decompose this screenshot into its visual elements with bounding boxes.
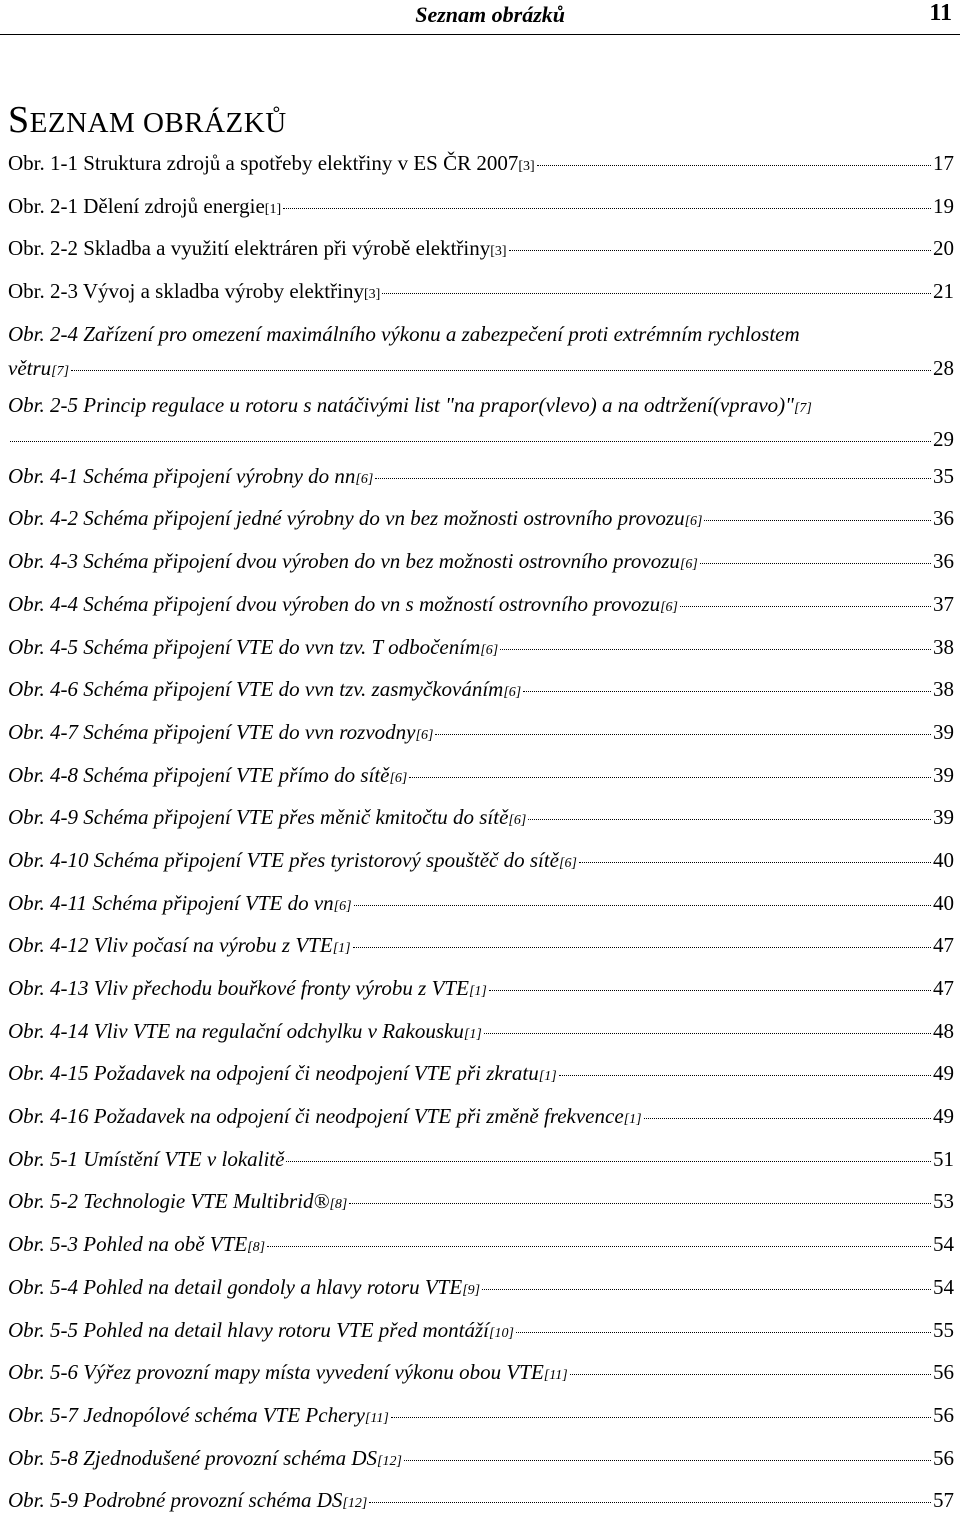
figure-entry-label: Obr. 4-11 Schéma připojení VTE do vn xyxy=(8,890,334,915)
dot-leader xyxy=(391,1417,931,1418)
figure-entry-page: 39 xyxy=(933,719,954,744)
figure-entry[interactable]: Obr. 1-1 Struktura zdrojů a spotřeby elektřiny v ES ČR 2007 [3] 17 xyxy=(8,146,954,189)
dot-leader xyxy=(404,1460,931,1461)
dot-leader xyxy=(382,293,931,294)
figure-entry[interactable]: Obr. 4-2 Schéma připojení jedné výrobny do vn bez možnosti ostrovního provozu [6] 36 xyxy=(8,501,954,544)
figure-entry-label: Obr. 4-14 Vliv VTE na regulační odchylku v Rakousku xyxy=(8,1018,464,1043)
dot-leader xyxy=(283,208,931,209)
figure-entry-label: Obr. 4-5 Schéma připojení VTE do vvn tzv. T odbočením xyxy=(8,634,481,659)
figure-entry-page: 39 xyxy=(933,762,954,787)
figure-entry-page: 47 xyxy=(933,933,954,958)
figure-entry[interactable]: Obr. 5-3 Pohled na obě VTE [8] 54 xyxy=(8,1227,954,1270)
dot-leader xyxy=(409,777,931,778)
figure-entry-page: 48 xyxy=(933,1018,954,1043)
figure-entry[interactable]: Obr. 4-15 Požadavek na odpojení či neodpojení VTE při zkratu [1] 49 xyxy=(8,1056,954,1099)
dot-leader xyxy=(482,1289,931,1290)
figure-entry-label: Obr. 2-3 Vývoj a skladba výroby elektřiny xyxy=(8,279,364,304)
figure-entry[interactable]: Obr. 5-9 Podrobné provozní schéma DS [12] 57 xyxy=(8,1483,954,1526)
figure-entry-page: 49 xyxy=(933,1104,954,1129)
figure-entry[interactable]: Obr. 4-4 Schéma připojení dvou výroben do vn s možností ostrovního provozu [6] 37 xyxy=(8,587,954,630)
figure-entry-label: Obr. 4-15 Požadavek na odpojení či neodpojení VTE při zkratu xyxy=(8,1061,539,1086)
dot-leader xyxy=(516,1332,931,1333)
figure-entry-page: 35 xyxy=(933,463,954,488)
dot-leader xyxy=(644,1118,931,1119)
figure-entry-page: 47 xyxy=(933,976,954,1000)
header-title: Seznam obrázků xyxy=(415,2,565,27)
dot-leader xyxy=(369,1502,931,1503)
figure-entry-page: 21 xyxy=(933,279,954,304)
figure-entry[interactable]: Obr. 2-1 Dělení zdrojů energie [1] 19 xyxy=(8,189,954,232)
figure-entry-page: 57 xyxy=(933,1488,954,1513)
figure-entry[interactable]: Obr. 5-5 Pohled na detail hlavy rotoru VTE před montáží [10] 55 xyxy=(8,1313,954,1356)
figure-entry-page: 54 xyxy=(933,1274,954,1299)
figure-entry[interactable]: Obr. 5-7 Jednopólové schéma VTE Pchery [11] 56 xyxy=(8,1398,954,1441)
figure-entry-label: Obr. 2-2 Skladba a využití elektráren při výrobě elektřiny xyxy=(8,236,491,261)
figure-entry[interactable]: Obr. 5-2 Technologie VTE Multibrid® [8] 53 xyxy=(8,1184,954,1227)
running-header xyxy=(0,0,960,35)
figure-entry-label: Obr. 1-1 Struktura zdrojů a spotřeby elektřiny v ES ČR 2007 xyxy=(8,151,519,175)
figure-entry[interactable]: Obr. 4-10 Schéma připojení VTE přes tyristorový spouštěč do sítě [6] 40 xyxy=(8,843,954,886)
figure-entry-label: Obr. 5-4 Pohled na detail gondoly a hlavy rotoru VTE xyxy=(8,1274,463,1299)
figure-entry-label: Obr. 4-10 Schéma připojení VTE přes tyristorový spouštěč do sítě xyxy=(8,847,559,872)
figure-entry-page: 55 xyxy=(933,1317,954,1342)
toc-title-initial: S xyxy=(8,99,30,141)
figure-entry-label: Obr. 5-7 Jednopólové schéma VTE Pchery xyxy=(8,1402,365,1427)
figure-entry-page: 38 xyxy=(933,634,954,659)
figure-entry-page: 39 xyxy=(933,805,954,830)
figure-entry-label: Obr. 5-8 Zjednodušené provozní schéma DS xyxy=(8,1445,378,1470)
figure-entry-page: 38 xyxy=(933,677,954,702)
figure-entry-page: 56 xyxy=(933,1445,954,1470)
figure-entry-page: 37 xyxy=(933,591,954,616)
figure-entry-label: Obr. 4-16 Požadavek na odpojení či neodpojení VTE při změně frekvence xyxy=(8,1104,624,1129)
figure-entry-label: Obr. 2-4 Zařízení pro omezení maximálního výkonu a zabezpečení proti extrémním rychlostem xyxy=(8,321,800,346)
dot-leader xyxy=(579,862,931,863)
figure-entry[interactable]: Obr. 4-7 Schéma připojení VTE do vvn rozvodny [6] 39 xyxy=(8,715,954,758)
figure-entry-label: Obr. 4-3 Schéma připojení dvou výroben do vn bez možnosti ostrovního provozu xyxy=(8,549,680,574)
figure-entry-label: Obr. 2-1 Dělení zdrojů energie xyxy=(8,193,265,218)
figure-entry[interactable]: Obr. 4-6 Schéma připojení VTE do vvn tzv. zasmyčkováním [6] 38 xyxy=(8,672,954,715)
figure-entry-page: 40 xyxy=(933,890,954,915)
dot-leader xyxy=(375,478,931,479)
figure-entry-label: Obr. 5-5 Pohled na detail hlavy rotoru VTE před montáží xyxy=(8,1317,490,1342)
figure-entry-page: 20 xyxy=(933,236,954,261)
figure-entry[interactable]: Obr. 4-3 Schéma připojení dvou výroben do vn bez možnosti ostrovního provozu [6] 36 xyxy=(8,544,954,587)
figure-entry-page: 28 xyxy=(933,355,954,380)
dot-leader xyxy=(537,165,931,166)
figure-entry-page: 36 xyxy=(933,506,954,531)
figure-entry-page: 19 xyxy=(933,193,954,218)
figure-entry[interactable]: Obr. 2-3 Vývoj a skladba výroby elektřiny [3] 21 xyxy=(8,274,954,317)
dot-leader xyxy=(484,1033,931,1034)
figure-entry-page: 17 xyxy=(933,151,954,175)
figure-entry-page: 51 xyxy=(933,1146,954,1171)
dot-leader xyxy=(353,947,931,948)
figure-entry-page: 53 xyxy=(933,1189,954,1214)
figure-entry-label: Obr. 4-2 Schéma připojení jedné výrobny do vn bez možnosti ostrovního provozu xyxy=(8,506,685,531)
figure-entry-label: Obr. 4-8 Schéma připojení VTE přímo do sítě xyxy=(8,762,390,787)
dot-leader xyxy=(680,606,931,607)
figure-entry[interactable]: Obr. 4-5 Schéma připojení VTE do vvn tzv. T odbočením [6] 38 xyxy=(8,630,954,673)
figure-entry[interactable]: Obr. 5-8 Zjednodušené provozní schéma DS [12] 56 xyxy=(8,1441,954,1484)
dot-leader xyxy=(354,905,931,906)
dot-leader xyxy=(704,520,931,521)
dot-leader xyxy=(570,1374,931,1375)
figure-entry[interactable]: Obr. 4-14 Vliv VTE na regulační odchylku v Rakousku [1] 48 xyxy=(8,1014,954,1057)
figure-entry-label: Obr. 4-1 Schéma připojení výrobny do nn xyxy=(8,463,356,488)
figure-entry[interactable]: Obr. 4-9 Schéma připojení VTE přes měnič kmitočtu do sítě [6] 39 xyxy=(8,800,954,843)
figure-entry-page: 56 xyxy=(933,1402,954,1427)
dot-leader xyxy=(286,1161,931,1162)
figure-entry[interactable]: Obr. 4-13 Vliv přechodu bouřkové fronty výrobu z VTE [1] 47 xyxy=(8,971,954,1014)
figure-entry[interactable]: Obr. 2-2 Skladba a využití elektráren při výrobě elektřiny [3] 20 xyxy=(8,231,954,274)
dot-leader xyxy=(700,563,931,564)
figure-entry[interactable]: Obr. 5-6 Výřez provozní mapy místa vyvedení výkonu obou VTE [11] 56 xyxy=(8,1355,954,1398)
figure-entry[interactable]: Obr. 5-4 Pohled na detail gondoly a hlavy rotoru VTE [9] 54 xyxy=(8,1270,954,1313)
dot-leader xyxy=(528,819,931,820)
figure-entry[interactable] xyxy=(8,1142,954,1185)
toc-title-rest: EZNAM OBRÁZKŮ xyxy=(29,107,287,139)
figure-entry[interactable]: Obr. 2-4 Zařízení pro omezení maximálního výkonu a zabezpečení proti extrémním rychlostem větru [7] 28 xyxy=(8,317,954,388)
dot-leader xyxy=(509,250,931,251)
figure-entry-label: Obr. 4-9 Schéma připojení VTE přes měnič kmitočtu do sítě xyxy=(8,805,509,830)
figure-entry-label: Obr. 5-6 Výřez provozní mapy místa vyvedení výkonu obou VTE xyxy=(8,1360,544,1385)
figure-entry-label: Obr. 5-2 Technologie VTE Multibrid® xyxy=(8,1189,330,1214)
figure-entry-page: 36 xyxy=(933,549,954,574)
figure-entry[interactable]: Obr. 2-5 Princip regulace u rotoru s natáčivými list "na prapor(vlevo) a na odtržení(vpravo)" [7] 29 xyxy=(8,388,954,459)
figure-entry[interactable]: Obr. 4-11 Schéma připojení VTE do vn [6] 40 xyxy=(8,886,954,929)
figure-entry-label: Obr. 4-12 Vliv počasí na výrobu z VTE xyxy=(8,933,333,958)
figure-entry-page: 40 xyxy=(933,847,954,872)
figure-entry-page: 49 xyxy=(933,1061,954,1086)
dot-leader xyxy=(523,691,931,692)
dot-leader xyxy=(267,1246,931,1247)
figure-entry-label: Obr. 4-4 Schéma připojení dvou výroben do vn s možností ostrovního provozu xyxy=(8,591,661,616)
figure-entry[interactable]: Obr. 4-12 Vliv počasí na výrobu z VTE [1] 47 xyxy=(8,928,954,971)
header-page-number: 11 xyxy=(929,0,952,26)
toc-title xyxy=(8,100,287,143)
figure-list xyxy=(8,146,954,1526)
dot-leader xyxy=(489,990,931,991)
figure-entry-label: Obr. 5-1 Umístění VTE v lokalitě xyxy=(8,1146,285,1171)
figure-entry-label: Obr. 5-9 Podrobné provozní schéma DS xyxy=(8,1488,343,1513)
figure-entry-label: Obr. 4-7 Schéma připojení VTE do vvn rozvodny xyxy=(8,719,416,744)
figure-entry-page: 29 xyxy=(933,426,954,451)
figure-entry-label: Obr. 5-3 Pohled na obě VTE xyxy=(8,1232,248,1257)
dot-leader xyxy=(500,649,931,650)
figure-entry[interactable]: Obr. 4-1 Schéma připojení výrobny do nn [6] 35 xyxy=(8,459,954,502)
figure-entry-label: Obr. 2-5 Princip regulace u rotoru s natáčivými list "na prapor(vlevo) a na odtržení(vpravo)" xyxy=(8,392,794,417)
dot-leader xyxy=(435,734,931,735)
figure-entry-label: Obr. 4-6 Schéma připojení VTE do vvn tzv. zasmyčkováním xyxy=(8,677,504,702)
dot-leader xyxy=(559,1075,931,1076)
figure-entry-page: 56 xyxy=(933,1360,954,1385)
dot-leader xyxy=(349,1203,931,1204)
figure-entry-label: Obr. 4-13 Vliv přechodu bouřkové fronty výrobu z VTE xyxy=(8,976,469,1000)
figure-entry-label: větru xyxy=(8,355,52,380)
figure-entry[interactable]: Obr. 4-16 Požadavek na odpojení či neodpojení VTE při změně frekvence [1] 49 xyxy=(8,1099,954,1142)
figure-entry-page: 54 xyxy=(933,1232,954,1257)
dot-leader xyxy=(71,370,931,371)
figure-entry[interactable]: Obr. 4-8 Schéma připojení VTE přímo do sítě [6] 39 xyxy=(8,758,954,801)
dot-leader xyxy=(10,441,931,442)
